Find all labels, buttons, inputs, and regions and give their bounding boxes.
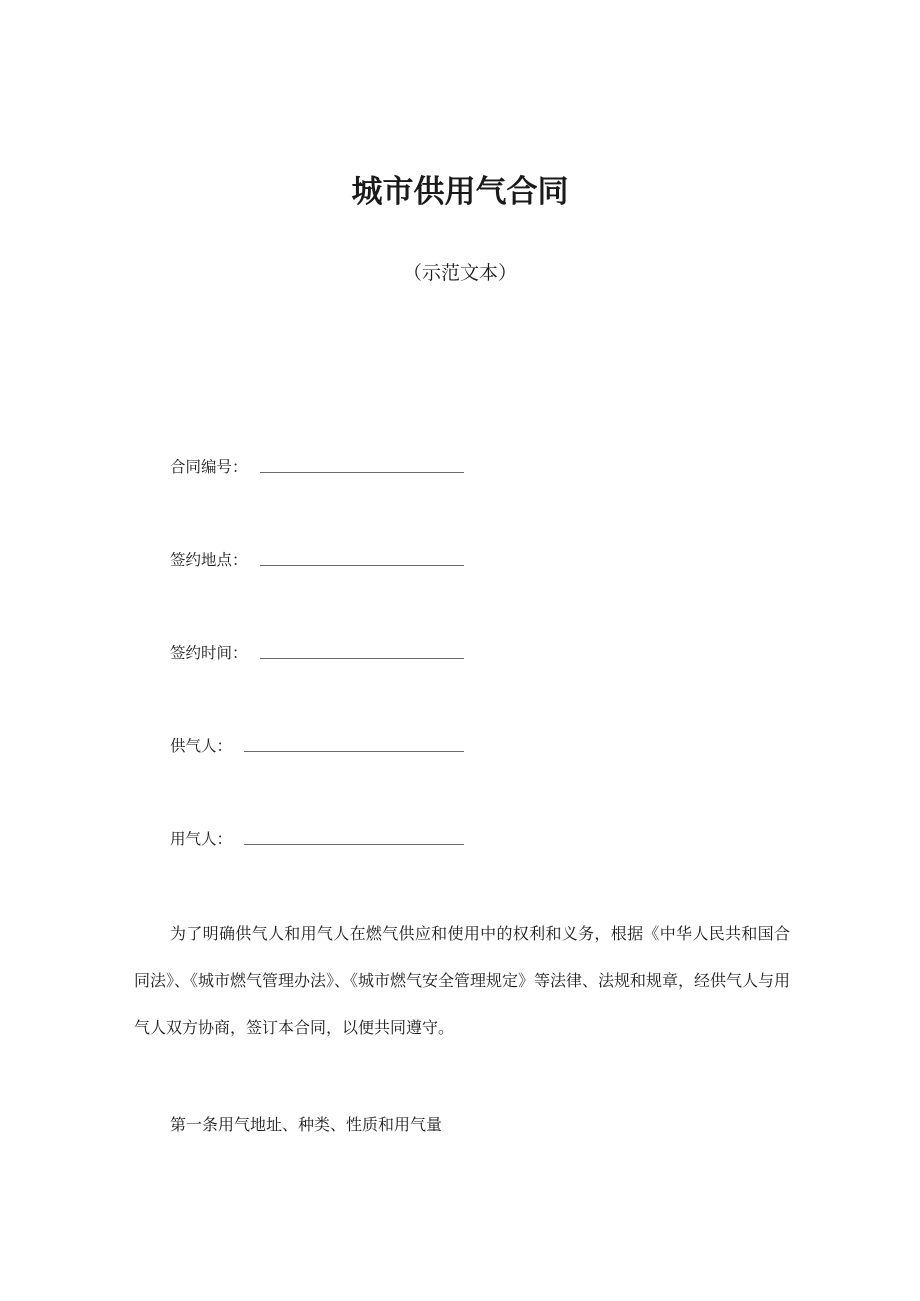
gas-user-label: 用气人： <box>170 830 233 848</box>
contract-number-field <box>170 452 464 478</box>
signing-place-field <box>170 545 464 571</box>
document-title: 城市供用气合同 <box>351 174 569 210</box>
contract-number-blank[interactable] <box>260 454 464 473</box>
signing-place-label: 签约地点： <box>170 551 248 569</box>
signing-place-blank[interactable] <box>260 547 464 566</box>
preamble-paragraph: 为了明确供气人和用气人在燃气供应和使用中的权利和义务，根据《中华人民共和国合同法》、《城市燃气管理办法》、《城市燃气安全管理规定》等法律、法规和规章，经供气人与用气人双方协商，签订本合同，以便共同遵守。 <box>134 924 791 1037</box>
contract-number-label: 合同编号： <box>170 458 248 476</box>
signing-time-field <box>170 638 464 664</box>
gas-user-blank[interactable] <box>244 826 464 845</box>
signing-time-blank[interactable] <box>260 640 464 659</box>
gas-supplier-blank[interactable] <box>244 733 464 752</box>
gas-supplier-field <box>170 731 464 757</box>
gas-supplier-label: 供气人： <box>170 737 233 755</box>
document-subtitle: （示范文本） <box>402 262 517 284</box>
gas-user-field <box>170 824 464 850</box>
article-1-heading: 第一条用气地址、种类、性质和用气量 <box>170 1115 443 1134</box>
signing-time-label: 签约时间： <box>170 644 248 662</box>
